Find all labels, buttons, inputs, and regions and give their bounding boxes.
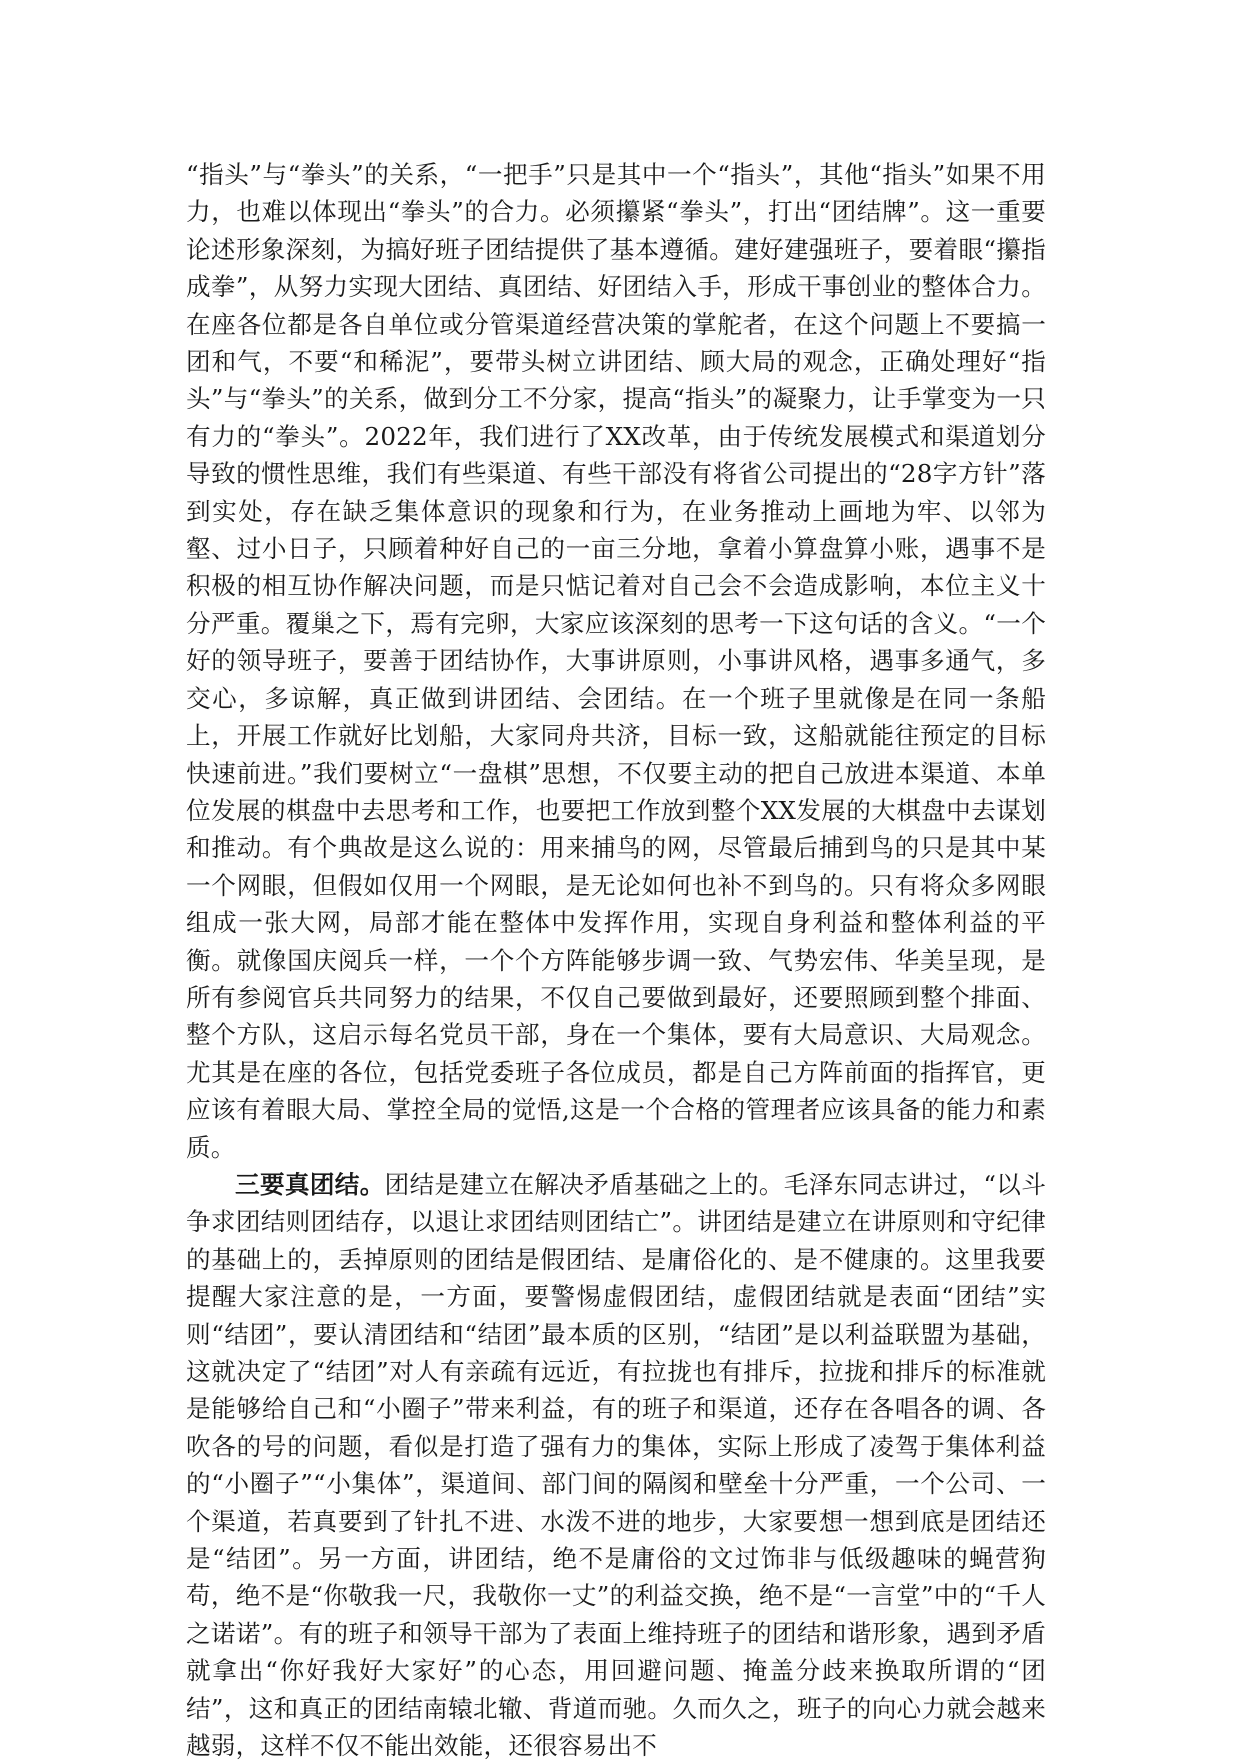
paragraph-true-unity-body: 团结是建立在解决矛盾基础之上的。毛泽东同志讲过，“以斗争求团结则团结存，以退让求团结则团结亡”。讲团结是建立在讲原则和守纪律的基础上的，丢掉原则的团结是假团结、是庸俗化的、是不健康的。这里我要提醒大家注意的是，一方面，要警惕虚假团结，虚假团结就是表面“团结”实则“结团”，要认清团结和“结团”最本质的区别，“结团”是以利益联盟为基础，这就决定了“结团”对人有亲疏有远近，有拉拢也有排斥，拉拢和排斥的标准就是能够给自己和“小圈子”带来利益，有的班子和渠道，还存在各唱各的调、各吹各的号的问题，看似是打造了强有力的集体，实际上形成了凌驾于集体利益的“小圈子”“小集体”，渠道间、部门间的隔阂和壁垒十分严重，一个公司、一个渠道，若真要到了针扎不进、水泼不进的地步，大家要想一想到底是团结还是“结团”。另一方面，讲团结，绝不是庸俗的文过饰非与低级趣味的蝇营狗苟，绝不是“你敬我一尺，我敬你一丈”的利益交换，绝不是“一言堂”中的“千人之诺诺”。有的班子和领导干部为了表面上维持班子的团结和谐形象，遇到矛盾就拿出“你好我好大家好”的心态，用回避问题、掩盖分歧来换取所谓的“团结”，这和真正的团结南辕北辙、背道而驰。久而久之，班子的向心力就会越来越弱，这样不仅不能出效能，还很容易出不 xyxy=(186,1169,1046,1761)
paragraph-true-unity xyxy=(186,1166,1046,1764)
section-heading-true-unity: 三要真团结。 xyxy=(235,1169,385,1199)
document-body xyxy=(186,156,1046,1764)
paragraph-unity-fist: “指头”与“拳头”的关系，“一把手”只是其中一个“指头”，其他“指头”如果不用力，也难以体现出“拳头”的合力。必须攥紧“拳头”，打出“团结牌”。这一重要论述形象深刻，为搞好班子团结提供了基本遵循。建好建强班子，要着眼“攥指成拳”，从努力实现大团结、真团结、好团结入手，形成干事创业的整体合力。在座各位都是各自单位或分管渠道经营决策的掌舵者，在这个问题上不要搞一团和气，不要“和稀泥”，要带头树立讲团结、顾大局的观念，正确处理好“指头”与“拳头”的关系，做到分工不分家，提高“指头”的凝聚力，让手掌变为一只有力的“拳头”。2022年，我们进行了XX改革，由于传统发展模式和渠道划分导致的惯性思维，我们有些渠道、有些干部没有将省公司提出的“28字方针”落到实处，存在缺乏集体意识的现象和行为，在业务推动上画地为牢、以邻为壑、过小日子，只顾着种好自己的一亩三分地，拿着小算盘算小账，遇事不是积极的相互协作解决问题，而是只惦记着对自己会不会造成影响，本位主义十分严重。覆巢之下，焉有完卵，大家应该深刻的思考一下这句话的含义。“一个好的领导班子，要善于团结协作，大事讲原则，小事讲风格，遇事多通气，多交心，多谅解，真正做到讲团结、会团结。在一个班子里就像是在同一条船上，开展工作就好比划船，大家同舟共济，目标一致，这船就能往预定的目标快速前进。”我们要树立“一盘棋”思想，不仅要主动的把自己放进本渠道、本单位发展的棋盘中去思考和工作，也要把工作放到整个XX发展的大棋盘中去谋划和推动。有个典故是这么说的：用来捕鸟的网，尽管最后捕到鸟的只是其中某一个网眼，但假如仅用一个网眼，是无论如何也补不到鸟的。只有将众多网眼组成一张大网，局部才能在整体中发挥作用，实现自身利益和整体利益的平衡。就像国庆阅兵一样，一个个方阵能够步调一致、气势宏伟、华美呈现，是所有参阅官兵共同努力的结果，不仅自己要做到最好，还要照顾到整个排面、整个方队，这启示每名党员干部，身在一个集体，要有大局意识、大局观念。尤其是在座的各位，包括党委班子各位成员，都是自己方阵前面的指挥官，更应该有着眼大局、掌控全局的觉悟,这是一个合格的管理者应该具备的能力和素质。 xyxy=(186,160,1046,1162)
